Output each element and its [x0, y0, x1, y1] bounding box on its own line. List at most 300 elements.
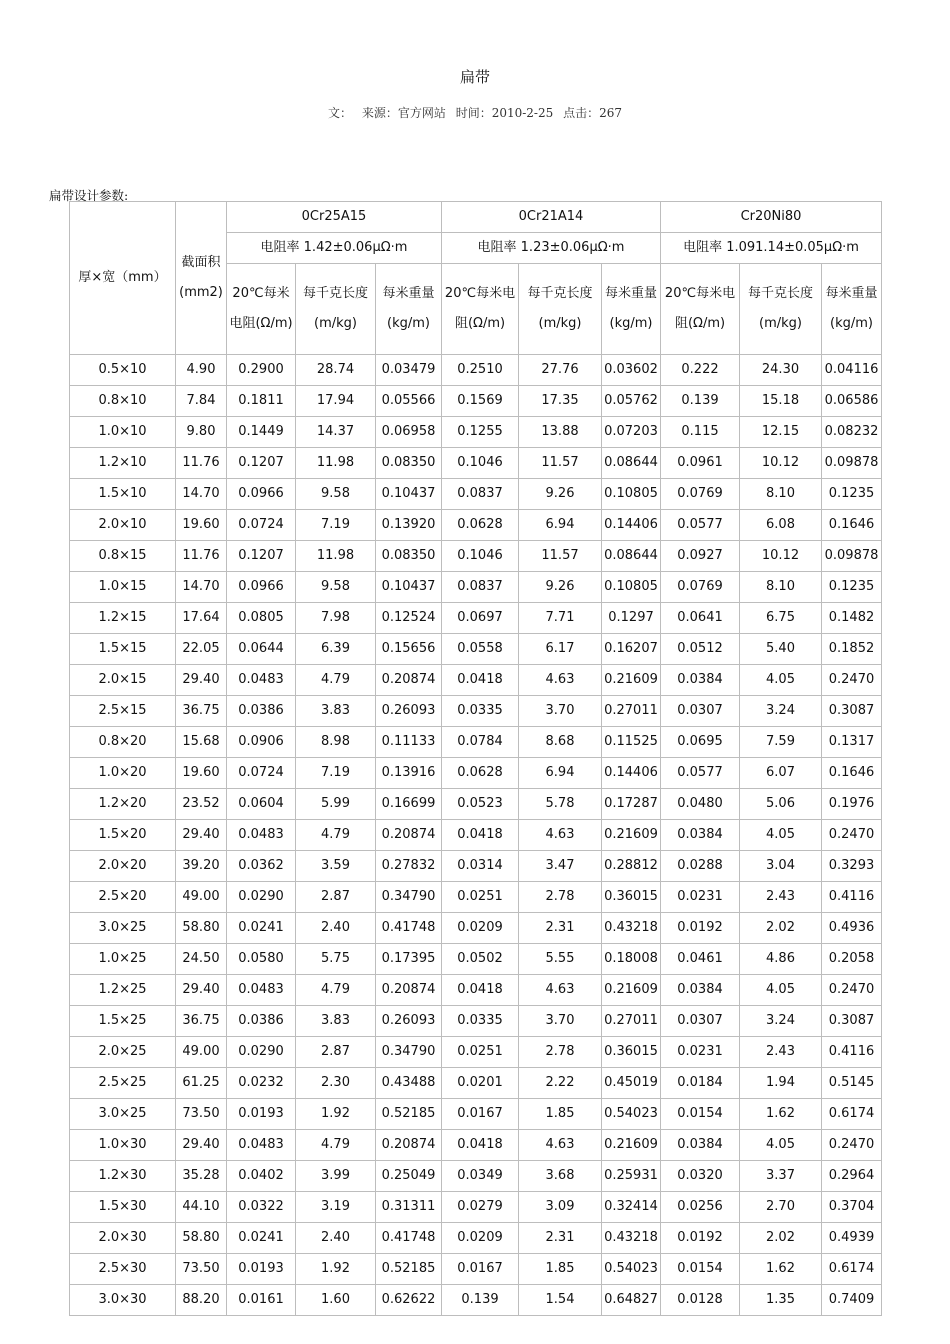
table-cell: 3.0×25	[70, 1099, 176, 1130]
table-row	[70, 758, 882, 789]
table-cell: 1.0×15	[70, 572, 176, 603]
table-cell: 0.0167	[442, 1254, 519, 1285]
table-cell: 29.40	[176, 820, 227, 851]
table-cell: 1.2×10	[70, 448, 176, 479]
table-cell: 0.08350	[376, 448, 442, 479]
table-row	[70, 1285, 882, 1316]
table-cell: 0.34790	[376, 1037, 442, 1068]
table-cell: 58.80	[176, 913, 227, 944]
table-cell: 1.5×30	[70, 1192, 176, 1223]
table-cell: 0.0418	[442, 665, 519, 696]
table-row	[70, 1130, 882, 1161]
column-header: 每米重量(kg/m)	[822, 264, 882, 355]
table-cell: 0.0644	[227, 634, 296, 665]
table-cell: 3.47	[519, 851, 602, 882]
table-cell: 0.08644	[602, 541, 661, 572]
table-cell: 0.43218	[602, 913, 661, 944]
table-cell: 0.10437	[376, 479, 442, 510]
table-cell: 0.0628	[442, 758, 519, 789]
table-cell: 0.52185	[376, 1099, 442, 1130]
table-cell: 0.8×10	[70, 386, 176, 417]
column-header: 每千克长度(m/kg)	[740, 264, 822, 355]
table-cell: 1.5×25	[70, 1006, 176, 1037]
table-cell: 0.0724	[227, 510, 296, 541]
table-cell: 0.5145	[822, 1068, 882, 1099]
table-cell: 0.17395	[376, 944, 442, 975]
table-cell: 0.0307	[661, 696, 740, 727]
alloy-header: 0Cr25A15	[227, 202, 442, 233]
table-cell: 0.13916	[376, 758, 442, 789]
table-cell: 9.80	[176, 417, 227, 448]
table-cell: 9.58	[296, 572, 376, 603]
article-meta	[0, 104, 950, 121]
table-row	[70, 634, 882, 665]
table-cell: 6.94	[519, 758, 602, 789]
table-cell: 0.21609	[602, 1130, 661, 1161]
table-cell: 0.27832	[376, 851, 442, 882]
table-cell: 1.0×25	[70, 944, 176, 975]
table-cell: 6.07	[740, 758, 822, 789]
table-cell: 2.0×20	[70, 851, 176, 882]
table-cell: 29.40	[176, 1130, 227, 1161]
table-cell: 0.0480	[661, 789, 740, 820]
table-cell: 0.0961	[661, 448, 740, 479]
table-cell: 4.86	[740, 944, 822, 975]
table-cell: 0.0966	[227, 572, 296, 603]
table-cell: 3.09	[519, 1192, 602, 1223]
table-cell: 0.0577	[661, 510, 740, 541]
table-cell: 24.50	[176, 944, 227, 975]
table-cell: 0.0384	[661, 665, 740, 696]
table-cell: 0.20874	[376, 1130, 442, 1161]
table-cell: 2.02	[740, 1223, 822, 1254]
table-cell: 0.06958	[376, 417, 442, 448]
column-header: 每米重量(kg/m)	[376, 264, 442, 355]
table-cell: 14.70	[176, 479, 227, 510]
table-cell: 4.90	[176, 355, 227, 386]
table-row	[70, 1223, 882, 1254]
table-cell: 0.1852	[822, 634, 882, 665]
table-cell: 8.10	[740, 572, 822, 603]
table-cell: 1.2×30	[70, 1161, 176, 1192]
table-cell: 19.60	[176, 758, 227, 789]
table-cell: 0.6174	[822, 1099, 882, 1130]
table-cell: 2.5×25	[70, 1068, 176, 1099]
table-cell: 0.7409	[822, 1285, 882, 1316]
table-cell: 0.0837	[442, 479, 519, 510]
table-cell: 0.1811	[227, 386, 296, 417]
table-cell: 2.40	[296, 913, 376, 944]
author-label: 文：	[328, 106, 353, 120]
table-cell: 3.0×25	[70, 913, 176, 944]
table-cell: 3.24	[740, 1006, 822, 1037]
table-cell: 0.2470	[822, 665, 882, 696]
table-cell: 1.5×10	[70, 479, 176, 510]
table-cell: 0.0192	[661, 1223, 740, 1254]
table-cell: 0.0241	[227, 913, 296, 944]
table-cell: 0.0154	[661, 1254, 740, 1285]
table-row	[70, 1161, 882, 1192]
table-cell: 0.36015	[602, 1037, 661, 1068]
table-cell: 1.0×10	[70, 417, 176, 448]
table-cell: 2.0×30	[70, 1223, 176, 1254]
table-row	[70, 696, 882, 727]
table-cell: 0.0523	[442, 789, 519, 820]
table-cell: 35.28	[176, 1161, 227, 1192]
table-row	[70, 603, 882, 634]
table-cell: 0.07203	[602, 417, 661, 448]
table-cell: 0.05762	[602, 386, 661, 417]
table-cell: 0.10805	[602, 479, 661, 510]
table-cell: 2.87	[296, 882, 376, 913]
column-header: 每千克长度(m/kg)	[296, 264, 376, 355]
table-row	[70, 1192, 882, 1223]
table-cell: 0.14406	[602, 510, 661, 541]
table-cell: 14.70	[176, 572, 227, 603]
table-cell: 36.75	[176, 1006, 227, 1037]
table-cell: 58.80	[176, 1223, 227, 1254]
table-cell: 2.70	[740, 1192, 822, 1223]
table-cell: 0.21609	[602, 975, 661, 1006]
table-cell: 0.0927	[661, 541, 740, 572]
table-cell: 4.63	[519, 820, 602, 851]
table-cell: 5.06	[740, 789, 822, 820]
table-cell: 0.0483	[227, 820, 296, 851]
table-cell: 0.4116	[822, 1037, 882, 1068]
table-cell: 2.87	[296, 1037, 376, 1068]
table-row	[70, 882, 882, 913]
table-cell: 0.0604	[227, 789, 296, 820]
table-cell: 3.99	[296, 1161, 376, 1192]
table-cell: 0.26093	[376, 1006, 442, 1037]
table-cell: 1.62	[740, 1099, 822, 1130]
table-cell: 0.32414	[602, 1192, 661, 1223]
table-cell: 1.60	[296, 1285, 376, 1316]
table-cell: 0.16699	[376, 789, 442, 820]
table-cell: 2.43	[740, 1037, 822, 1068]
table-cell: 4.79	[296, 975, 376, 1006]
table-cell: 10.12	[740, 541, 822, 572]
table-cell: 0.0784	[442, 727, 519, 758]
table-cell: 0.1449	[227, 417, 296, 448]
table-cell: 0.0966	[227, 479, 296, 510]
table-cell: 0.0307	[661, 1006, 740, 1037]
table-cell: 1.92	[296, 1254, 376, 1285]
table-cell: 11.57	[519, 448, 602, 479]
table-cell: 0.27011	[602, 696, 661, 727]
table-cell: 0.1317	[822, 727, 882, 758]
table-cell: 0.11133	[376, 727, 442, 758]
table-row	[70, 386, 882, 417]
table-cell: 2.31	[519, 913, 602, 944]
table-cell: 2.40	[296, 1223, 376, 1254]
table-cell: 0.4939	[822, 1223, 882, 1254]
table-cell: 17.35	[519, 386, 602, 417]
table-cell: 23.52	[176, 789, 227, 820]
source-label: 来源：官方网站	[361, 106, 446, 120]
table-cell: 3.68	[519, 1161, 602, 1192]
table-cell: 0.0697	[442, 603, 519, 634]
table-cell: 29.40	[176, 665, 227, 696]
table-cell: 0.43488	[376, 1068, 442, 1099]
table-cell: 0.0362	[227, 851, 296, 882]
table-cell: 0.0512	[661, 634, 740, 665]
table-cell: 0.10805	[602, 572, 661, 603]
table-cell: 0.0184	[661, 1068, 740, 1099]
table-cell: 6.08	[740, 510, 822, 541]
table-cell: 0.0209	[442, 913, 519, 944]
table-cell: 49.00	[176, 1037, 227, 1068]
table-cell: 3.70	[519, 1006, 602, 1037]
table-cell: 2.22	[519, 1068, 602, 1099]
table-cell: 0.8×15	[70, 541, 176, 572]
table-cell: 0.0483	[227, 975, 296, 1006]
table-cell: 8.10	[740, 479, 822, 510]
table-cell: 0.4116	[822, 882, 882, 913]
table-cell: 11.76	[176, 448, 227, 479]
table-cell: 1.5×20	[70, 820, 176, 851]
table-cell: 14.37	[296, 417, 376, 448]
table-cell: 0.08644	[602, 448, 661, 479]
resistivity-header: 电阻率 1.42±0.06μΩ·m	[227, 233, 442, 264]
table-cell: 0.0558	[442, 634, 519, 665]
table-cell: 11.98	[296, 541, 376, 572]
table-cell: 0.0641	[661, 603, 740, 634]
table-row	[70, 417, 882, 448]
table-cell: 0.0384	[661, 820, 740, 851]
table-cell: 4.79	[296, 665, 376, 696]
table-cell: 0.3704	[822, 1192, 882, 1223]
table-cell: 0.0335	[442, 1006, 519, 1037]
table-row	[70, 1099, 882, 1130]
table-cell: 0.1297	[602, 603, 661, 634]
alloy-header: Cr20Ni80	[661, 202, 882, 233]
table-cell: 2.31	[519, 1223, 602, 1254]
table-cell: 0.09878	[822, 541, 882, 572]
table-cell: 0.09878	[822, 448, 882, 479]
table-row	[70, 448, 882, 479]
table-cell: 3.0×30	[70, 1285, 176, 1316]
table-cell: 9.58	[296, 479, 376, 510]
table-row	[70, 975, 882, 1006]
table-cell: 3.19	[296, 1192, 376, 1223]
table-cell: 27.76	[519, 355, 602, 386]
table-cell: 0.0232	[227, 1068, 296, 1099]
table-cell: 0.64827	[602, 1285, 661, 1316]
table-cell: 0.34790	[376, 882, 442, 913]
table-row	[70, 1037, 882, 1068]
table-cell: 8.68	[519, 727, 602, 758]
table-cell: 0.0290	[227, 1037, 296, 1068]
table-cell: 0.3087	[822, 1006, 882, 1037]
section-label: 扁带设计参数:	[49, 188, 129, 203]
table-cell: 0.0837	[442, 572, 519, 603]
table-cell: 0.25931	[602, 1161, 661, 1192]
table-cell: 0.0193	[227, 1099, 296, 1130]
table-cell: 1.2×20	[70, 789, 176, 820]
table-cell: 0.0384	[661, 1130, 740, 1161]
table-cell: 0.0418	[442, 975, 519, 1006]
table-cell: 0.26093	[376, 696, 442, 727]
table-cell: 0.0167	[442, 1099, 519, 1130]
table-cell: 2.78	[519, 1037, 602, 1068]
table-cell: 1.54	[519, 1285, 602, 1316]
table-cell: 0.1569	[442, 386, 519, 417]
table-cell: 6.17	[519, 634, 602, 665]
table-cell: 0.0154	[661, 1099, 740, 1130]
table-cell: 0.115	[661, 417, 740, 448]
table-cell: 0.20874	[376, 975, 442, 1006]
table-cell: 36.75	[176, 696, 227, 727]
table-cell: 0.0577	[661, 758, 740, 789]
table-cell: 0.31311	[376, 1192, 442, 1223]
table-cell: 0.0769	[661, 479, 740, 510]
table-cell: 1.92	[296, 1099, 376, 1130]
table-row	[70, 355, 882, 386]
table-cell: 0.0314	[442, 851, 519, 882]
table-cell: 0.41748	[376, 1223, 442, 1254]
table-cell: 0.0279	[442, 1192, 519, 1223]
table-cell: 44.10	[176, 1192, 227, 1223]
column-header: 每米重量(kg/m)	[602, 264, 661, 355]
table-cell: 0.62622	[376, 1285, 442, 1316]
table-cell: 7.84	[176, 386, 227, 417]
table-cell: 0.04116	[822, 355, 882, 386]
page-title: 扁带	[459, 68, 490, 86]
table-cell: 0.0201	[442, 1068, 519, 1099]
table-cell: 17.64	[176, 603, 227, 634]
table-cell: 0.12524	[376, 603, 442, 634]
parameter-table	[69, 201, 882, 1316]
table-cell: 11.98	[296, 448, 376, 479]
table-cell: 0.0322	[227, 1192, 296, 1223]
table-cell: 0.05566	[376, 386, 442, 417]
table-cell: 0.0192	[661, 913, 740, 944]
table-cell: 0.1046	[442, 448, 519, 479]
table-cell: 0.139	[442, 1285, 519, 1316]
table-cell: 0.0418	[442, 820, 519, 851]
table-cell: 0.06586	[822, 386, 882, 417]
table-cell: 0.36015	[602, 882, 661, 913]
table-cell: 0.17287	[602, 789, 661, 820]
table-cell: 4.79	[296, 820, 376, 851]
table-cell: 0.13920	[376, 510, 442, 541]
table-cell: 0.20874	[376, 665, 442, 696]
area-header: 截面积(mm2)	[176, 202, 227, 355]
size-header: 厚×宽（mm）	[70, 202, 176, 355]
table-cell: 0.21609	[602, 665, 661, 696]
table-cell: 88.20	[176, 1285, 227, 1316]
table-cell: 0.0461	[661, 944, 740, 975]
table-cell: 0.2470	[822, 1130, 882, 1161]
table-cell: 7.19	[296, 758, 376, 789]
table-cell: 0.0251	[442, 882, 519, 913]
table-cell: 0.0724	[227, 758, 296, 789]
table-cell: 0.2510	[442, 355, 519, 386]
table-cell: 1.0×30	[70, 1130, 176, 1161]
table-cell: 49.00	[176, 882, 227, 913]
table-row	[70, 727, 882, 758]
table-cell: 0.8×20	[70, 727, 176, 758]
column-header: 20℃每米电阻(Ω/m)	[227, 264, 296, 355]
table-cell: 28.74	[296, 355, 376, 386]
table-cell: 0.1255	[442, 417, 519, 448]
table-cell: 1.2×25	[70, 975, 176, 1006]
table-cell: 0.0256	[661, 1192, 740, 1223]
table-cell: 0.41748	[376, 913, 442, 944]
table-cell: 0.0402	[227, 1161, 296, 1192]
table-cell: 0.0418	[442, 1130, 519, 1161]
table-cell: 1.85	[519, 1254, 602, 1285]
table-cell: 73.50	[176, 1099, 227, 1130]
table-cell: 0.139	[661, 386, 740, 417]
table-cell: 1.5×15	[70, 634, 176, 665]
table-cell: 0.0128	[661, 1285, 740, 1316]
table-cell: 0.0483	[227, 665, 296, 696]
table-cell: 3.04	[740, 851, 822, 882]
table-cell: 1.2×15	[70, 603, 176, 634]
table-cell: 7.59	[740, 727, 822, 758]
table-cell: 2.5×15	[70, 696, 176, 727]
table-cell: 1.94	[740, 1068, 822, 1099]
table-cell: 5.40	[740, 634, 822, 665]
table-cell: 6.39	[296, 634, 376, 665]
table-cell: 0.52185	[376, 1254, 442, 1285]
table-cell: 0.0241	[227, 1223, 296, 1254]
table-cell: 0.0483	[227, 1130, 296, 1161]
table-cell: 0.0161	[227, 1285, 296, 1316]
table-row	[70, 572, 882, 603]
table-cell: 2.43	[740, 882, 822, 913]
table-cell: 0.2058	[822, 944, 882, 975]
table-cell: 4.63	[519, 665, 602, 696]
table-body	[70, 355, 882, 1316]
table-cell: 0.0502	[442, 944, 519, 975]
table-cell: 3.83	[296, 696, 376, 727]
table-row	[70, 1068, 882, 1099]
table-cell: 2.0×15	[70, 665, 176, 696]
table-cell: 0.0209	[442, 1223, 519, 1254]
table-row	[70, 1006, 882, 1037]
table-row	[70, 665, 882, 696]
table-cell: 0.2900	[227, 355, 296, 386]
table-cell: 0.27011	[602, 1006, 661, 1037]
table-cell: 0.0386	[227, 696, 296, 727]
table-cell: 10.12	[740, 448, 822, 479]
table-cell: 0.03602	[602, 355, 661, 386]
table-cell: 3.37	[740, 1161, 822, 1192]
table-cell: 0.2964	[822, 1161, 882, 1192]
table-cell: 0.0580	[227, 944, 296, 975]
table-cell: 73.50	[176, 1254, 227, 1285]
alloy-header: 0Cr21A14	[442, 202, 661, 233]
table-cell: 0.3293	[822, 851, 882, 882]
table-cell: 0.0628	[442, 510, 519, 541]
table-cell: 13.88	[519, 417, 602, 448]
table-cell: 2.78	[519, 882, 602, 913]
table-row	[70, 789, 882, 820]
table-cell: 4.05	[740, 820, 822, 851]
column-header: 20℃每米电阻(Ω/m)	[442, 264, 519, 355]
table-cell: 39.20	[176, 851, 227, 882]
table-cell: 5.55	[519, 944, 602, 975]
table-cell: 1.85	[519, 1099, 602, 1130]
table-cell: 0.0805	[227, 603, 296, 634]
table-cell: 0.0290	[227, 882, 296, 913]
table-cell: 4.63	[519, 1130, 602, 1161]
table-cell: 22.05	[176, 634, 227, 665]
table-cell: 4.05	[740, 1130, 822, 1161]
